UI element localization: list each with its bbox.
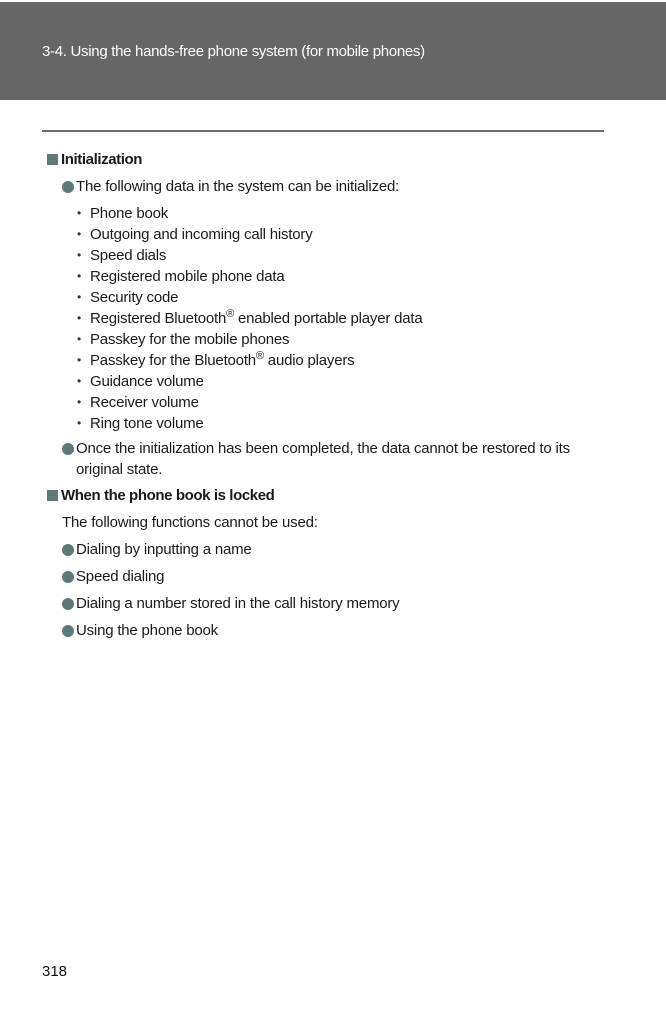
list-item: Outgoing and incoming call history <box>90 226 313 243</box>
page-number: 318 <box>42 963 68 980</box>
list-item: Security code <box>90 289 179 306</box>
bullet-text: Using the phone book <box>76 622 218 639</box>
dot-bullet-icon: • <box>77 269 82 283</box>
chapter-title: 3-4. Using the hands-free phone system (for mobile phones) <box>42 43 425 60</box>
bullet-text: Speed dialing <box>76 568 165 585</box>
dot-bullet-icon: • <box>77 332 82 346</box>
list-item <box>90 352 354 370</box>
list-item-text: Registered Bluetooth <box>90 310 227 327</box>
section-heading-initialization: Initialization <box>61 151 143 168</box>
dot-bullet-icon: • <box>77 311 82 325</box>
circle-bullet-icon <box>62 181 74 193</box>
square-bullet-icon <box>47 154 58 165</box>
circle-bullet-icon <box>62 443 74 455</box>
bullet-text-continuation: original state. <box>76 461 163 478</box>
dot-bullet-icon: • <box>77 206 82 220</box>
square-bullet-icon <box>47 490 58 501</box>
list-item: Registered mobile phone data <box>90 268 285 285</box>
dot-bullet-icon: • <box>77 290 82 304</box>
registered-mark: ® <box>226 308 234 320</box>
section-rule <box>42 130 604 132</box>
dot-bullet-icon: • <box>77 227 82 241</box>
list-item-text-suffix: enabled portable player data <box>234 310 423 327</box>
list-item: Phone book <box>90 205 169 222</box>
list-item-text: Passkey for the Bluetooth <box>90 352 256 369</box>
list-item: Passkey for the mobile phones <box>90 331 290 348</box>
list-item: Ring tone volume <box>90 415 204 432</box>
section-heading-phonebook-locked: When the phone book is locked <box>61 487 275 504</box>
bullet-text: The following data in the system can be initialized: <box>76 178 400 195</box>
chapter-header-band <box>0 2 666 100</box>
circle-bullet-icon <box>62 598 74 610</box>
circle-bullet-icon <box>62 544 74 556</box>
list-item <box>90 310 423 328</box>
list-item: Receiver volume <box>90 394 199 411</box>
dot-bullet-icon: • <box>77 248 82 262</box>
circle-bullet-icon <box>62 571 74 583</box>
dot-bullet-icon: • <box>77 353 82 367</box>
list-item: Guidance volume <box>90 373 204 390</box>
bullet-text: Dialing by inputting a name <box>76 541 252 558</box>
circle-bullet-icon <box>62 625 74 637</box>
section-intro: The following functions cannot be used: <box>62 514 318 531</box>
bullet-text: Dialing a number stored in the call history memory <box>76 595 400 612</box>
registered-mark: ® <box>255 350 264 362</box>
bullet-text: Once the initialization has been completed, the data cannot be restored to its <box>76 440 570 457</box>
dot-bullet-icon: • <box>77 416 82 430</box>
list-item-text-suffix: audio players <box>263 352 355 369</box>
dot-bullet-icon: • <box>77 395 82 409</box>
dot-bullet-icon: • <box>77 374 82 388</box>
list-item: Speed dials <box>90 247 167 264</box>
